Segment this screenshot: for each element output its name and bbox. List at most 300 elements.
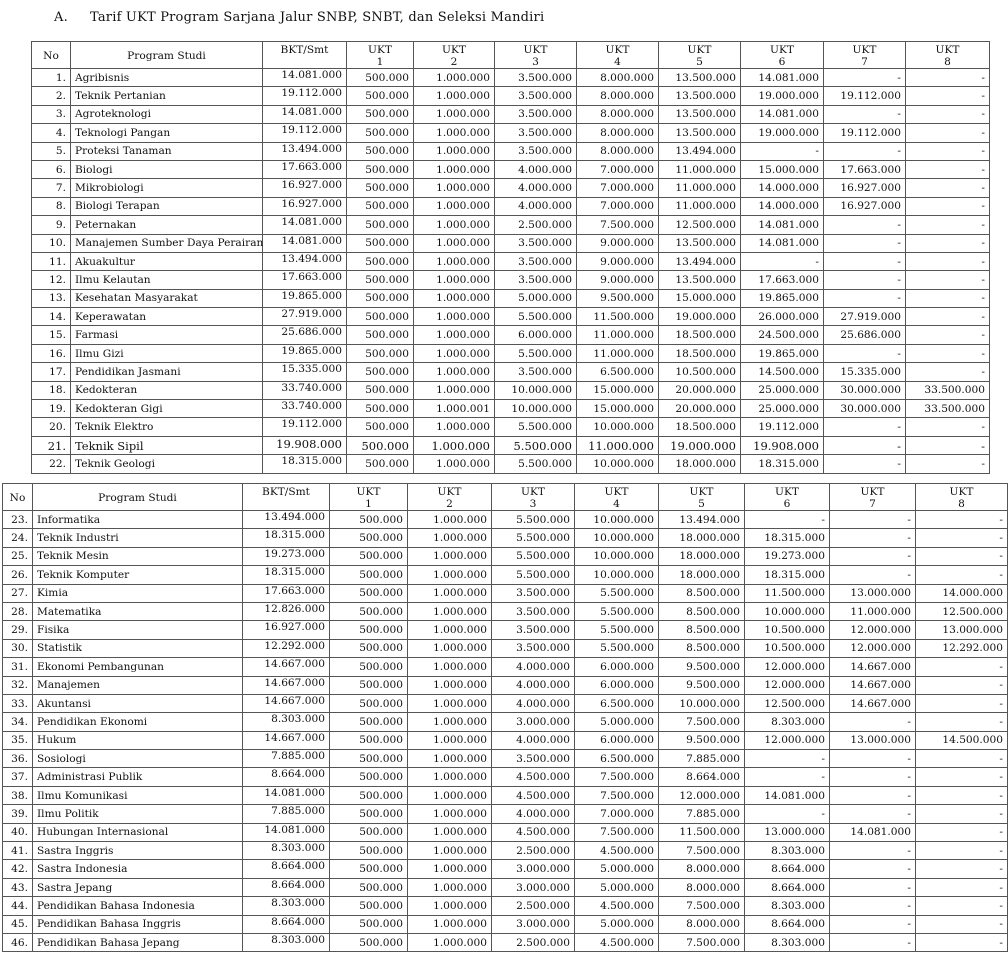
table-row [32, 381, 990, 399]
ukt-5-value: 8.500.000 [659, 602, 745, 620]
ukt-2-value: 1.000.000 [408, 915, 492, 933]
header-ukt-6 [741, 42, 824, 69]
ukt-6-value: 8.303.000 [745, 897, 830, 915]
header-ukt-1 [347, 42, 414, 69]
bkt-value: 14.667.000 [243, 658, 330, 676]
ukt-8-value: - [906, 308, 990, 326]
ukt-4-value: 8.000.000 [577, 69, 659, 87]
ukt-8-value: - [916, 547, 1008, 565]
row-number: 22. [32, 455, 71, 473]
ukt-6-value: 26.000.000 [741, 308, 824, 326]
bkt-value: 14.081.000 [263, 234, 347, 252]
ukt-8-value: - [906, 252, 990, 270]
program-studi: Pendidikan Jasmani [71, 363, 263, 381]
program-studi: Akuakultur [71, 252, 263, 270]
ukt-2-value: 1.000.000 [408, 805, 492, 823]
program-studi: Pendidikan Bahasa Jepang [33, 933, 243, 951]
program-studi: Kedokteran Gigi [71, 400, 263, 418]
bkt-value: 13.494.000 [263, 142, 347, 160]
header-ukt-level: 4 [614, 56, 621, 68]
ukt-2-value: 1.000.000 [414, 344, 495, 362]
table-row [32, 436, 990, 454]
ukt-1-value: 500.000 [330, 621, 408, 639]
ukt-5-value: 10.000.000 [659, 694, 745, 712]
bkt-value: 14.081.000 [243, 823, 330, 841]
ukt-3-value: 4.000.000 [492, 731, 575, 749]
ukt-8-value: - [906, 124, 990, 142]
ukt-8-value: - [916, 511, 1008, 529]
ukt-4-value: 5.500.000 [575, 639, 659, 657]
table-row [32, 289, 990, 307]
ukt-8-value: - [906, 418, 990, 436]
table-row [3, 621, 1008, 639]
ukt-5-value: 19.000.000 [659, 436, 741, 454]
ukt-8-value: - [906, 69, 990, 87]
ukt-4-value: 15.000.000 [577, 400, 659, 418]
ukt-6-value: 14.081.000 [741, 69, 824, 87]
header-ukt-label: UKT [687, 44, 712, 56]
program-studi: Kesehatan Masyarakat [71, 289, 263, 307]
row-number: 1. [32, 69, 71, 87]
ukt-5-value: 12.000.000 [659, 786, 745, 804]
bkt-value: 19.865.000 [263, 344, 347, 362]
row-number: 12. [32, 271, 71, 289]
ukt-7-value: 14.667.000 [830, 658, 916, 676]
ukt-7-value: 15.335.000 [824, 363, 906, 381]
bkt-value: 7.885.000 [243, 805, 330, 823]
ukt-7-value: - [824, 142, 906, 160]
ukt-2-value: 1.000.000 [408, 823, 492, 841]
ukt-8-value: - [916, 529, 1008, 547]
table-header-row [3, 484, 1008, 511]
ukt-3-value: 3.500.000 [495, 124, 577, 142]
program-studi: Teknik Mesin [33, 547, 243, 565]
program-studi: Proteksi Tanaman [71, 142, 263, 160]
ukt-7-value: 13.000.000 [830, 731, 916, 749]
bkt-value: 13.494.000 [243, 511, 330, 529]
ukt-2-value: 1.000.000 [414, 289, 495, 307]
ukt-7-value: - [824, 289, 906, 307]
ukt-3-value: 3.500.000 [495, 105, 577, 123]
ukt-1-value: 500.000 [347, 363, 414, 381]
row-number: 37. [3, 768, 33, 786]
header-ukt-level: 2 [446, 498, 453, 510]
header-ukt-level: 6 [783, 498, 791, 510]
ukt-3-value: 6.000.000 [495, 326, 577, 344]
header-bkt: BKT/Smt [243, 484, 330, 511]
row-number: 6. [32, 160, 71, 178]
ukt-7-value: 19.112.000 [824, 124, 906, 142]
ukt-2-value: 1.000.000 [408, 860, 492, 878]
ukt-8-value: - [916, 694, 1008, 712]
ukt-3-value: 5.500.000 [492, 511, 575, 529]
ukt-2-value: 1.000.000 [408, 750, 492, 768]
ukt-4-value: 11.000.000 [577, 344, 659, 362]
ukt-1-value: 500.000 [347, 142, 414, 160]
ukt-3-value: 5.500.000 [492, 547, 575, 565]
ukt-6-value: - [745, 805, 830, 823]
ukt-7-value: - [824, 69, 906, 87]
ukt-8-value: - [916, 860, 1008, 878]
row-number: 10. [32, 234, 71, 252]
header-ukt-level: 1 [365, 498, 372, 510]
ukt-4-value: 6.500.000 [575, 694, 659, 712]
header-ukt-5 [659, 42, 741, 69]
bkt-value: 27.919.000 [263, 308, 347, 326]
ukt-8-value: - [916, 842, 1008, 860]
row-number: 28. [3, 602, 33, 620]
ukt-2-value: 1.000.000 [414, 142, 495, 160]
ukt-3-value: 2.500.000 [492, 842, 575, 860]
program-studi: Kimia [33, 584, 243, 602]
ukt-3-value: 4.000.000 [492, 676, 575, 694]
ukt-2-value: 1.000.000 [408, 621, 492, 639]
table-row [3, 529, 1008, 547]
ukt-2-value: 1.000.001 [414, 400, 495, 418]
ukt-4-value: 5.000.000 [575, 878, 659, 896]
ukt-2-value: 1.000.000 [408, 694, 492, 712]
bkt-value: 25.686.000 [263, 326, 347, 344]
section-title: Tarif UKT Program Sarjana Jalur SNBP, SNBT, dan Seleksi Mandiri [90, 10, 545, 25]
ukt-7-value: 16.927.000 [824, 197, 906, 215]
header-ukt-label: UKT [442, 44, 466, 56]
ukt-1-value: 500.000 [347, 436, 414, 454]
table-row [3, 750, 1008, 768]
program-studi: Matematika [33, 602, 243, 620]
ukt-8-value: - [916, 915, 1008, 933]
ukt-7-value: - [824, 252, 906, 270]
table-row [3, 584, 1008, 602]
ukt-7-value: - [824, 436, 906, 454]
ukt-8-value: - [916, 566, 1008, 584]
bkt-value: 8.664.000 [243, 768, 330, 786]
table-row [3, 676, 1008, 694]
table-row [3, 639, 1008, 657]
ukt-2-value: 1.000.000 [414, 271, 495, 289]
table-row [32, 271, 990, 289]
ukt-1-value: 500.000 [330, 584, 408, 602]
ukt-8-value: - [906, 344, 990, 362]
header-ukt-label: UKT [770, 44, 794, 56]
row-number: 13. [32, 289, 71, 307]
ukt-5-value: 15.000.000 [659, 289, 741, 307]
ukt-1-value: 500.000 [347, 160, 414, 178]
ukt-7-value: - [830, 713, 916, 731]
row-number: 16. [32, 344, 71, 362]
ukt-4-value: 5.000.000 [575, 860, 659, 878]
ukt-table-part-2 [2, 483, 1008, 952]
ukt-1-value: 500.000 [347, 197, 414, 215]
ukt-2-value: 1.000.000 [408, 768, 492, 786]
program-studi: Ilmu Komunikasi [33, 786, 243, 804]
bkt-value: 8.664.000 [243, 915, 330, 933]
ukt-4-value: 5.000.000 [575, 713, 659, 731]
ukt-7-value: 14.667.000 [830, 676, 916, 694]
ukt-8-value: - [906, 179, 990, 197]
ukt-1-value: 500.000 [330, 750, 408, 768]
ukt-2-value: 1.000.000 [414, 326, 495, 344]
ukt-1-value: 500.000 [330, 547, 408, 565]
ukt-8-value: 14.000.000 [916, 584, 1008, 602]
ukt-6-value: 14.000.000 [741, 197, 824, 215]
ukt-8-value: - [916, 897, 1008, 915]
ukt-6-value: 11.500.000 [745, 584, 830, 602]
ukt-6-value: 24.500.000 [741, 326, 824, 344]
ukt-5-value: 7.885.000 [659, 805, 745, 823]
row-number: 36. [3, 750, 33, 768]
ukt-4-value: 11.500.000 [577, 308, 659, 326]
table-row [3, 602, 1008, 620]
ukt-3-value: 4.500.000 [492, 823, 575, 841]
row-number: 41. [3, 842, 33, 860]
bkt-value: 33.740.000 [263, 400, 347, 418]
ukt-8-value: 13.000.000 [916, 621, 1008, 639]
header-ukt-label: UKT [605, 44, 630, 56]
ukt-3-value: 5.500.000 [492, 566, 575, 584]
bkt-value: 14.081.000 [263, 216, 347, 234]
ukt-3-value: 3.500.000 [495, 234, 577, 252]
ukt-4-value: 5.500.000 [575, 602, 659, 620]
ukt-5-value: 18.000.000 [659, 455, 741, 473]
ukt-5-value: 13.500.000 [659, 124, 741, 142]
ukt-3-value: 2.500.000 [495, 216, 577, 234]
ukt-3-value: 4.000.000 [495, 179, 577, 197]
ukt-4-value: 8.000.000 [577, 124, 659, 142]
ukt-8-value: - [916, 750, 1008, 768]
program-studi: Teknik Komputer [33, 566, 243, 584]
header-ukt-level: 3 [532, 56, 539, 68]
ukt-1-value: 500.000 [347, 69, 414, 87]
table-row [3, 786, 1008, 804]
table-row [32, 326, 990, 344]
ukt-2-value: 1.000.000 [414, 124, 495, 142]
ukt-6-value: 15.000.000 [741, 160, 824, 178]
ukt-1-value: 500.000 [347, 289, 414, 307]
header-ukt-level: 4 [613, 498, 620, 510]
ukt-7-value: - [824, 216, 906, 234]
header-ukt-5 [659, 484, 745, 511]
ukt-6-value: 14.500.000 [741, 363, 824, 381]
ukt-8-value: 12.292.000 [916, 639, 1008, 657]
table-row [3, 511, 1008, 529]
ukt-7-value: - [830, 878, 916, 896]
bkt-value: 14.081.000 [263, 105, 347, 123]
ukt-4-value: 5.000.000 [575, 915, 659, 933]
program-studi: Teknik Elektro [71, 418, 263, 436]
ukt-1-value: 500.000 [330, 566, 408, 584]
ukt-8-value: - [916, 878, 1008, 896]
ukt-5-value: 13.494.000 [659, 142, 741, 160]
ukt-8-value: - [906, 87, 990, 105]
ukt-7-value: 14.081.000 [830, 823, 916, 841]
ukt-2-value: 1.000.000 [408, 676, 492, 694]
program-studi: Sastra Indonesia [33, 860, 243, 878]
ukt-4-value: 4.500.000 [575, 897, 659, 915]
bkt-value: 8.303.000 [243, 842, 330, 860]
ukt-5-value: 18.000.000 [659, 547, 745, 565]
header-ukt-label: UKT [935, 44, 960, 56]
ukt-6-value: 10.500.000 [745, 621, 830, 639]
ukt-3-value: 3.500.000 [495, 142, 577, 160]
table-body-part-2 [3, 511, 1008, 952]
row-number: 31. [3, 658, 33, 676]
ukt-5-value: 13.500.000 [659, 234, 741, 252]
ukt-5-value: 13.500.000 [659, 69, 741, 87]
section-heading [54, 10, 544, 25]
ukt-6-value: 12.000.000 [745, 731, 830, 749]
bkt-value: 7.885.000 [243, 750, 330, 768]
ukt-7-value: - [830, 529, 916, 547]
ukt-1-value: 500.000 [330, 511, 408, 529]
table-row [3, 694, 1008, 712]
ukt-5-value: 11.500.000 [659, 823, 745, 841]
table-row [32, 142, 990, 160]
ukt-5-value: 8.000.000 [659, 915, 745, 933]
ukt-6-value: 14.081.000 [741, 216, 824, 234]
ukt-7-value: - [830, 860, 916, 878]
ukt-3-value: 5.500.000 [495, 344, 577, 362]
bkt-value: 18.315.000 [263, 455, 347, 473]
ukt-2-value: 1.000.000 [408, 584, 492, 602]
ukt-1-value: 500.000 [330, 823, 408, 841]
program-studi: Fisika [33, 621, 243, 639]
ukt-2-value: 1.000.000 [414, 252, 495, 270]
ukt-1-value: 500.000 [347, 87, 414, 105]
ukt-4-value: 15.000.000 [577, 381, 659, 399]
bkt-value: 12.292.000 [243, 639, 330, 657]
ukt-1-value: 500.000 [347, 179, 414, 197]
ukt-5-value: 11.000.000 [659, 160, 741, 178]
ukt-6-value: 19.865.000 [741, 289, 824, 307]
ukt-4-value: 10.000.000 [577, 455, 659, 473]
ukt-6-value: 19.112.000 [741, 418, 824, 436]
ukt-5-value: 10.500.000 [659, 363, 741, 381]
ukt-8-value: - [906, 197, 990, 215]
table-row [3, 731, 1008, 749]
row-number: 5. [32, 142, 71, 160]
ukt-3-value: 3.000.000 [492, 860, 575, 878]
ukt-8-value: - [916, 823, 1008, 841]
bkt-value: 19.112.000 [263, 418, 347, 436]
ukt-4-value: 6.000.000 [575, 731, 659, 749]
ukt-4-value: 6.500.000 [575, 750, 659, 768]
header-program-studi: Program Studi [33, 484, 243, 511]
row-number: 44. [3, 897, 33, 915]
table-row [32, 105, 990, 123]
ukt-6-value: - [745, 511, 830, 529]
bkt-value: 19.865.000 [263, 289, 347, 307]
bkt-value: 8.303.000 [243, 713, 330, 731]
ukt-4-value: 9.000.000 [577, 271, 659, 289]
ukt-2-value: 1.000.000 [408, 897, 492, 915]
row-number: 35. [3, 731, 33, 749]
program-studi: Biologi [71, 160, 263, 178]
ukt-2-value: 1.000.000 [414, 87, 495, 105]
ukt-7-value: - [830, 768, 916, 786]
table-row [3, 842, 1008, 860]
table-row [32, 179, 990, 197]
ukt-7-value: 27.919.000 [824, 308, 906, 326]
ukt-8-value: - [916, 713, 1008, 731]
table-header-row [32, 42, 990, 69]
ukt-8-value: - [906, 455, 990, 473]
row-number: 9. [32, 216, 71, 234]
bkt-value: 19.112.000 [263, 87, 347, 105]
row-number: 33. [3, 694, 33, 712]
ukt-2-value: 1.000.000 [414, 363, 495, 381]
ukt-1-value: 500.000 [330, 878, 408, 896]
ukt-3-value: 2.500.000 [492, 933, 575, 951]
ukt-6-value: 8.664.000 [745, 878, 830, 896]
ukt-6-value: 14.000.000 [741, 179, 824, 197]
header-bkt: BKT/Smt [263, 42, 347, 69]
row-number: 46. [3, 933, 33, 951]
table-row [32, 234, 990, 252]
program-studi: Manajemen [33, 676, 243, 694]
row-number: 25. [3, 547, 33, 565]
ukt-1-value: 500.000 [347, 216, 414, 234]
ukt-6-value: 25.000.000 [741, 400, 824, 418]
row-number: 39. [3, 805, 33, 823]
program-studi: Hukum [33, 731, 243, 749]
ukt-5-value: 13.500.000 [659, 105, 741, 123]
header-ukt-label: UKT [949, 486, 974, 498]
header-ukt-label: UKT [604, 486, 629, 498]
ukt-4-value: 7.500.000 [575, 768, 659, 786]
program-studi: Administrasi Publik [33, 768, 243, 786]
ukt-8-value: 12.500.000 [916, 602, 1008, 620]
ukt-1-value: 500.000 [330, 915, 408, 933]
ukt-1-value: 500.000 [330, 639, 408, 657]
header-ukt-label: UKT [523, 44, 548, 56]
ukt-5-value: 18.500.000 [659, 344, 741, 362]
bkt-value: 15.335.000 [263, 363, 347, 381]
ukt-4-value: 8.000.000 [577, 142, 659, 160]
ukt-1-value: 500.000 [330, 768, 408, 786]
header-ukt-level: 5 [698, 498, 705, 510]
bkt-value: 33.740.000 [263, 381, 347, 399]
ukt-3-value: 3.500.000 [495, 87, 577, 105]
ukt-5-value: 8.500.000 [659, 621, 745, 639]
header-no: No [32, 42, 71, 69]
bkt-value: 19.273.000 [243, 547, 330, 565]
ukt-5-value: 7.500.000 [659, 897, 745, 915]
bkt-value: 8.303.000 [243, 933, 330, 951]
ukt-3-value: 3.500.000 [492, 602, 575, 620]
bkt-value: 17.663.000 [263, 160, 347, 178]
ukt-6-value: 18.315.000 [745, 529, 830, 547]
ukt-3-value: 5.500.000 [495, 418, 577, 436]
table-row [3, 805, 1008, 823]
row-number: 32. [3, 676, 33, 694]
ukt-2-value: 1.000.000 [414, 234, 495, 252]
ukt-6-value: 19.000.000 [741, 87, 824, 105]
program-studi: Pendidikan Bahasa Inggris [33, 915, 243, 933]
row-number: 17. [32, 363, 71, 381]
header-no: No [3, 484, 33, 511]
ukt-7-value: - [830, 547, 916, 565]
ukt-1-value: 500.000 [347, 326, 414, 344]
table-row [32, 160, 990, 178]
ukt-4-value: 8.000.000 [577, 105, 659, 123]
ukt-2-value: 1.000.000 [408, 878, 492, 896]
ukt-6-value: 12.500.000 [745, 694, 830, 712]
table-row [3, 566, 1008, 584]
ukt-6-value: 19.000.000 [741, 124, 824, 142]
ukt-1-value: 500.000 [347, 271, 414, 289]
ukt-4-value: 10.000.000 [575, 547, 659, 565]
ukt-2-value: 1.000.000 [414, 381, 495, 399]
